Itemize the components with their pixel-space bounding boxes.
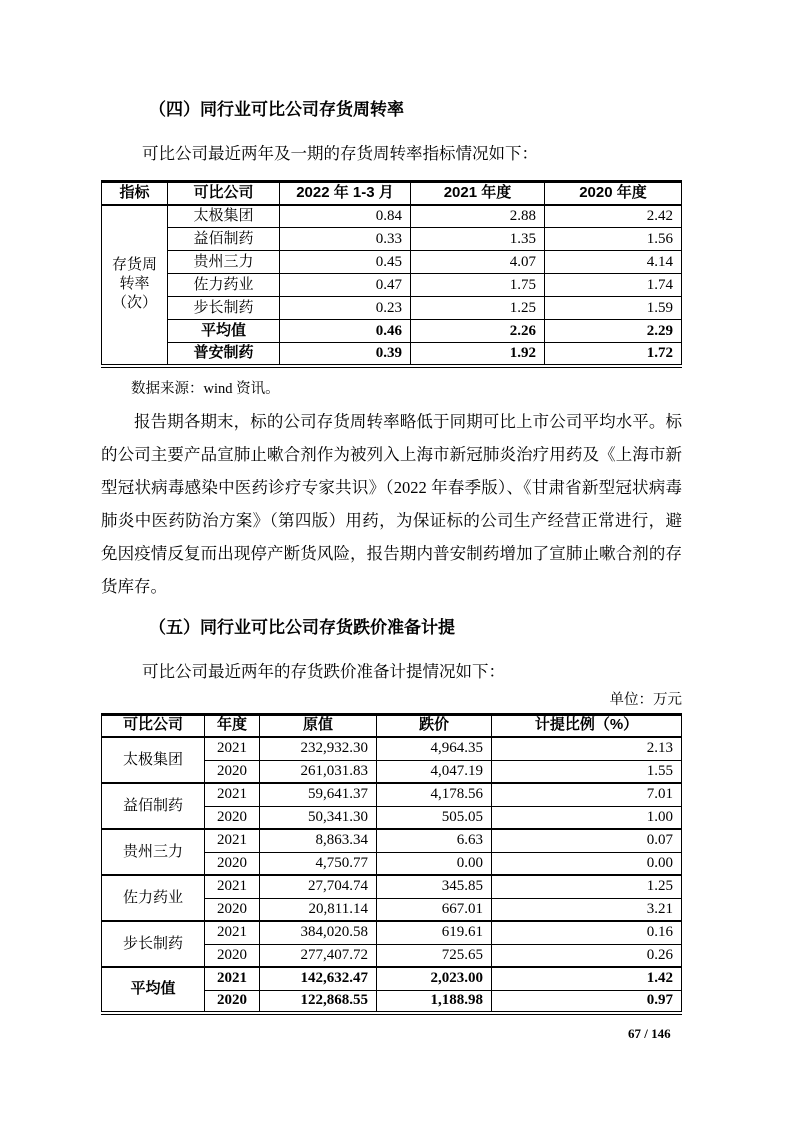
provision-ratio-cell: 1.00 <box>492 806 682 829</box>
write-down-cell: 4,964.35 <box>377 737 492 760</box>
indicator-label: 存货周 转率 （次） <box>102 205 168 366</box>
write-down-cell: 345.85 <box>377 875 492 898</box>
provision-ratio-cell: 3.21 <box>492 898 682 921</box>
table-row <box>102 274 682 297</box>
provision-ratio-cell: 1.42 <box>492 967 682 990</box>
unit-label: 单位：万元 <box>609 691 682 708</box>
column-header: 可比公司 <box>168 182 280 205</box>
original-value-cell: 122,868.55 <box>260 990 377 1013</box>
write-down-cell: 667.01 <box>377 898 492 921</box>
original-value-cell: 20,811.14 <box>260 898 377 921</box>
value-cell: 4.07 <box>411 251 545 274</box>
column-header: 跌价 <box>377 714 492 737</box>
year-cell: 2020 <box>205 990 260 1013</box>
original-value-cell: 277,407.72 <box>260 944 377 967</box>
column-header: 原值 <box>260 714 377 737</box>
company-name: 贵州三力 <box>168 251 280 274</box>
provision-ratio-cell: 2.13 <box>492 737 682 760</box>
year-cell: 2020 <box>205 852 260 875</box>
value-cell: 2.26 <box>411 320 545 343</box>
write-down-cell: 4,047.19 <box>377 760 492 783</box>
company-name: 益佰制药 <box>102 783 205 829</box>
value-cell: 1.75 <box>411 274 545 297</box>
original-value-cell: 384,020.58 <box>260 921 377 944</box>
value-cell: 1.72 <box>545 343 682 366</box>
value-cell: 0.39 <box>280 343 411 366</box>
year-cell: 2021 <box>205 875 260 898</box>
value-cell: 0.46 <box>280 320 411 343</box>
year-cell: 2021 <box>205 921 260 944</box>
original-value-cell: 8,863.34 <box>260 829 377 852</box>
year-cell: 2020 <box>205 760 260 783</box>
table-row <box>102 205 682 228</box>
provision-ratio-cell: 0.00 <box>492 852 682 875</box>
write-down-cell: 725.65 <box>377 944 492 967</box>
write-down-cell: 619.61 <box>377 921 492 944</box>
value-cell: 0.33 <box>280 228 411 251</box>
value-cell: 1.59 <box>545 297 682 320</box>
original-value-cell: 232,932.30 <box>260 737 377 760</box>
table-row <box>102 967 682 990</box>
year-cell: 2021 <box>205 783 260 806</box>
company-name: 益佰制药 <box>168 228 280 251</box>
table-row <box>102 737 682 760</box>
company-name: 平均值 <box>168 320 280 343</box>
column-header: 年度 <box>205 714 260 737</box>
inventory-turnover-table <box>101 180 682 368</box>
value-cell: 1.92 <box>411 343 545 366</box>
original-value-cell: 142,632.47 <box>260 967 377 990</box>
column-header: 计提比例（%） <box>492 714 682 737</box>
provision-ratio-cell: 7.01 <box>492 783 682 806</box>
table-row <box>102 343 682 366</box>
provision-table-header-row <box>102 714 682 737</box>
year-cell: 2020 <box>205 944 260 967</box>
column-header: 2022 年 1-3 月 <box>280 182 411 205</box>
data-source-note: 数据来源：wind 资讯。 <box>131 380 280 397</box>
section-5-intro: 可比公司最近两年的存货跌价准备计提情况如下： <box>142 661 505 681</box>
column-header: 可比公司 <box>102 714 205 737</box>
value-cell: 0.84 <box>280 205 411 228</box>
value-cell: 0.45 <box>280 251 411 274</box>
original-value-cell: 261,031.83 <box>260 760 377 783</box>
section-5-heading: （五）同行业可比公司存货跌价准备计提 <box>149 617 455 637</box>
value-cell: 4.14 <box>545 251 682 274</box>
section-4-intro: 可比公司最近两年及一期的存货周转率指标情况如下： <box>142 144 538 163</box>
company-name: 平均值 <box>102 967 205 1013</box>
value-cell: 0.23 <box>280 297 411 320</box>
provision-table-body <box>102 737 682 1013</box>
company-name: 佐力药业 <box>102 875 205 921</box>
value-cell: 0.47 <box>280 274 411 297</box>
page-content <box>101 0 682 1015</box>
value-cell: 2.29 <box>545 320 682 343</box>
table-row <box>102 297 682 320</box>
table-row <box>102 251 682 274</box>
company-name: 步长制药 <box>102 921 205 967</box>
company-name: 贵州三力 <box>102 829 205 875</box>
original-value-cell: 59,641.37 <box>260 783 377 806</box>
section-4-heading: （四）同行业可比公司存货周转率 <box>149 100 404 119</box>
company-name: 普安制药 <box>168 343 280 366</box>
table-row <box>102 320 682 343</box>
table-row <box>102 875 682 898</box>
column-header: 指标 <box>102 182 168 205</box>
provision-ratio-cell: 1.55 <box>492 760 682 783</box>
year-cell: 2021 <box>205 829 260 852</box>
provision-ratio-cell: 1.25 <box>492 875 682 898</box>
original-value-cell: 27,704.74 <box>260 875 377 898</box>
turnover-table-header-row <box>102 182 682 205</box>
value-cell: 2.42 <box>545 205 682 228</box>
write-down-cell: 4,178.56 <box>377 783 492 806</box>
write-down-cell: 0.00 <box>377 852 492 875</box>
year-cell: 2020 <box>205 806 260 829</box>
table-row <box>102 783 682 806</box>
column-header: 2020 年度 <box>545 182 682 205</box>
provision-ratio-cell: 0.07 <box>492 829 682 852</box>
value-cell: 1.35 <box>411 228 545 251</box>
write-down-cell: 2,023.00 <box>377 967 492 990</box>
company-name: 太极集团 <box>168 205 280 228</box>
value-cell: 1.74 <box>545 274 682 297</box>
company-name: 太极集团 <box>102 737 205 783</box>
write-down-cell: 505.05 <box>377 806 492 829</box>
value-cell: 2.88 <box>411 205 545 228</box>
write-down-cell: 1,188.98 <box>377 990 492 1013</box>
year-cell: 2021 <box>205 737 260 760</box>
column-header: 2021 年度 <box>411 182 545 205</box>
company-name: 步长制药 <box>168 297 280 320</box>
write-down-cell: 6.63 <box>377 829 492 852</box>
provision-ratio-cell: 0.26 <box>492 944 682 967</box>
table-row <box>102 829 682 852</box>
original-value-cell: 50,341.30 <box>260 806 377 829</box>
year-cell: 2020 <box>205 898 260 921</box>
turnover-table-body <box>102 205 682 366</box>
table-row <box>102 921 682 944</box>
year-cell: 2021 <box>205 967 260 990</box>
company-name: 佐力药业 <box>168 274 280 297</box>
provision-ratio-cell: 0.16 <box>492 921 682 944</box>
section-4-paragraph: 报告期各期末，标的公司存货周转率略低于同期可比上市公司平均水平。标的公司主要产品宣肺止嗽合剂作为被列入上海市新冠肺炎治疗用药及《上海市新型冠状病毒感染中医药诊疗专家共识》（2022 年春季版）、《甘肃省新型冠状病毒肺炎中医药防治方案》（第四版）用药，为保证标的公司生产经营正常进行，避免因疫情反复而出现停产断货风险，报告期内普安制药增加了宣肺止嗽合剂的存货库存。 <box>101 411 682 596</box>
value-cell: 1.25 <box>411 297 545 320</box>
table-row <box>102 228 682 251</box>
page-number: 67 / 146 <box>628 1026 671 1041</box>
provision-ratio-cell: 0.97 <box>492 990 682 1013</box>
value-cell: 1.56 <box>545 228 682 251</box>
inventory-provision-table <box>101 713 682 1016</box>
original-value-cell: 4,750.77 <box>260 852 377 875</box>
